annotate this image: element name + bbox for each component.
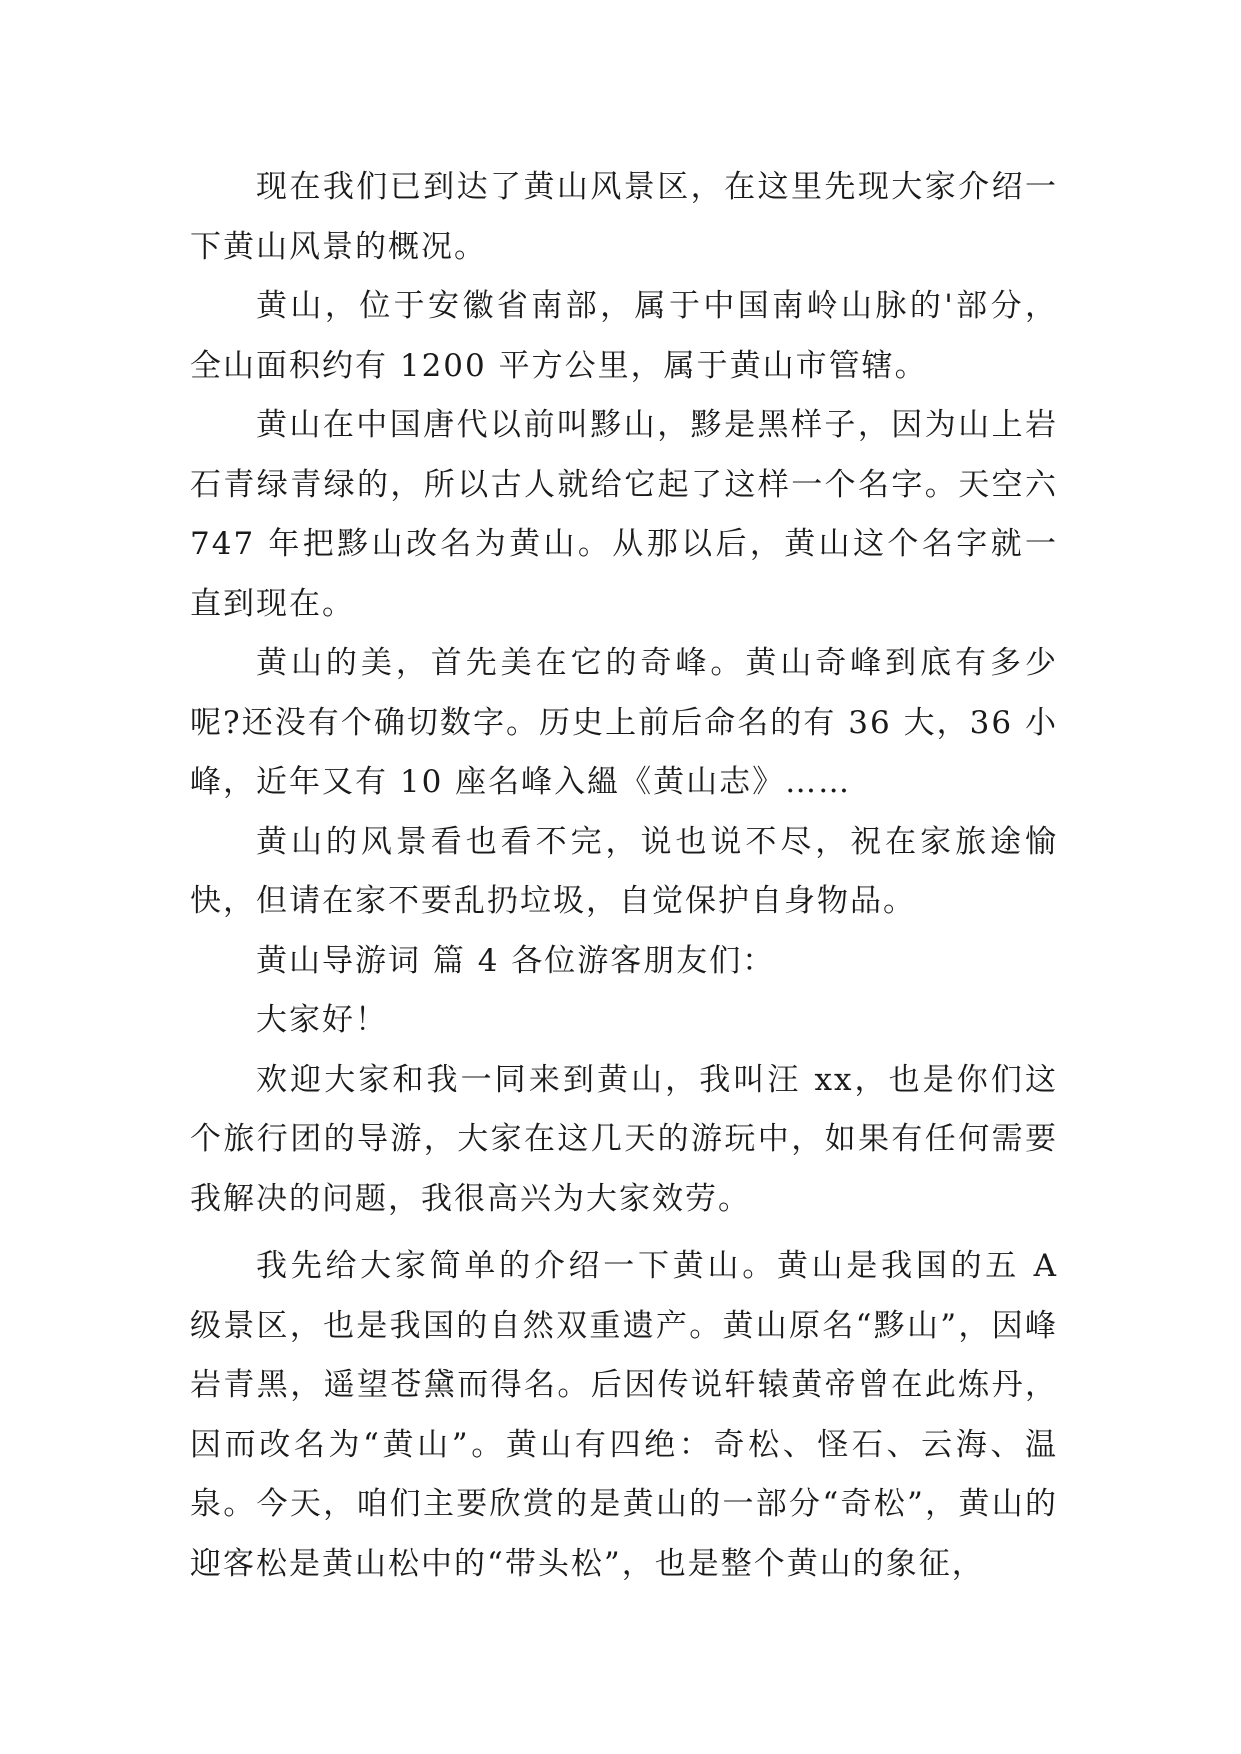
- paragraph-overview: 我先给大家简单的介绍一下黄山。黄山是我国的五 A 级景区，也是我国的自然双重遗产。黄山原名“黟山”，因峰岩青黑，遥望苍黛而得名。后因传说轩辕黄帝曾在此炼丹，因而改名为“黄山”。黄山有四绝：奇松、怪石、云海、温泉。今天，咱们主要欣赏的是黄山的一部分“奇松”，黄山的迎客松是黄山松中的“带头松”，也是整个黄山的象征，: [190, 1248, 1058, 1582]
- section-heading: 黄山导游词 篇 4 各位游客朋友们：: [256, 942, 776, 979]
- paragraph-farewell: 黄山的风景看也看不完，说也说不尽，祝在家旅途愉快，但请在家不要乱扔垃圾，自觉保护自身物品。: [190, 823, 1058, 919]
- paragraph-intro: 现在我们已到达了黄山风景区，在这里先现大家介绍一下黄山风景的概况。: [190, 169, 1058, 265]
- paragraph-greeting: 大家好！: [256, 1002, 388, 1038]
- paragraph-history: 黄山在中国唐代以前叫黟山，黟是黑样子，因为山上岩石青绿青绿的，所以古人就给它起了这样一个名字。天空六 747 年把黟山改名为黄山。从那以后，黄山这个名字就一直到现在。: [190, 407, 1058, 622]
- paragraph-location: 黄山，位于安徽省南部，属于中国南岭山脉的'部分，全山面积约有 1200 平方公里，属于黄山市管辖。: [190, 288, 1058, 384]
- document-body: [190, 158, 1058, 1594]
- paragraph-peaks: 黄山的美，首先美在它的奇峰。黄山奇峰到底有多少呢?还没有个确切数字。历史上前后命名的有 36 大，36 小峰，近年又有 10 座名峰入縕《黄山志》……: [190, 645, 1058, 800]
- paragraph-welcome: 欢迎大家和我一同来到黄山，我叫汪 xx，也是你们这个旅行团的导游，大家在这几天的游玩中，如果有任何需要我解决的问题，我很高兴为大家效劳。: [190, 1061, 1058, 1217]
